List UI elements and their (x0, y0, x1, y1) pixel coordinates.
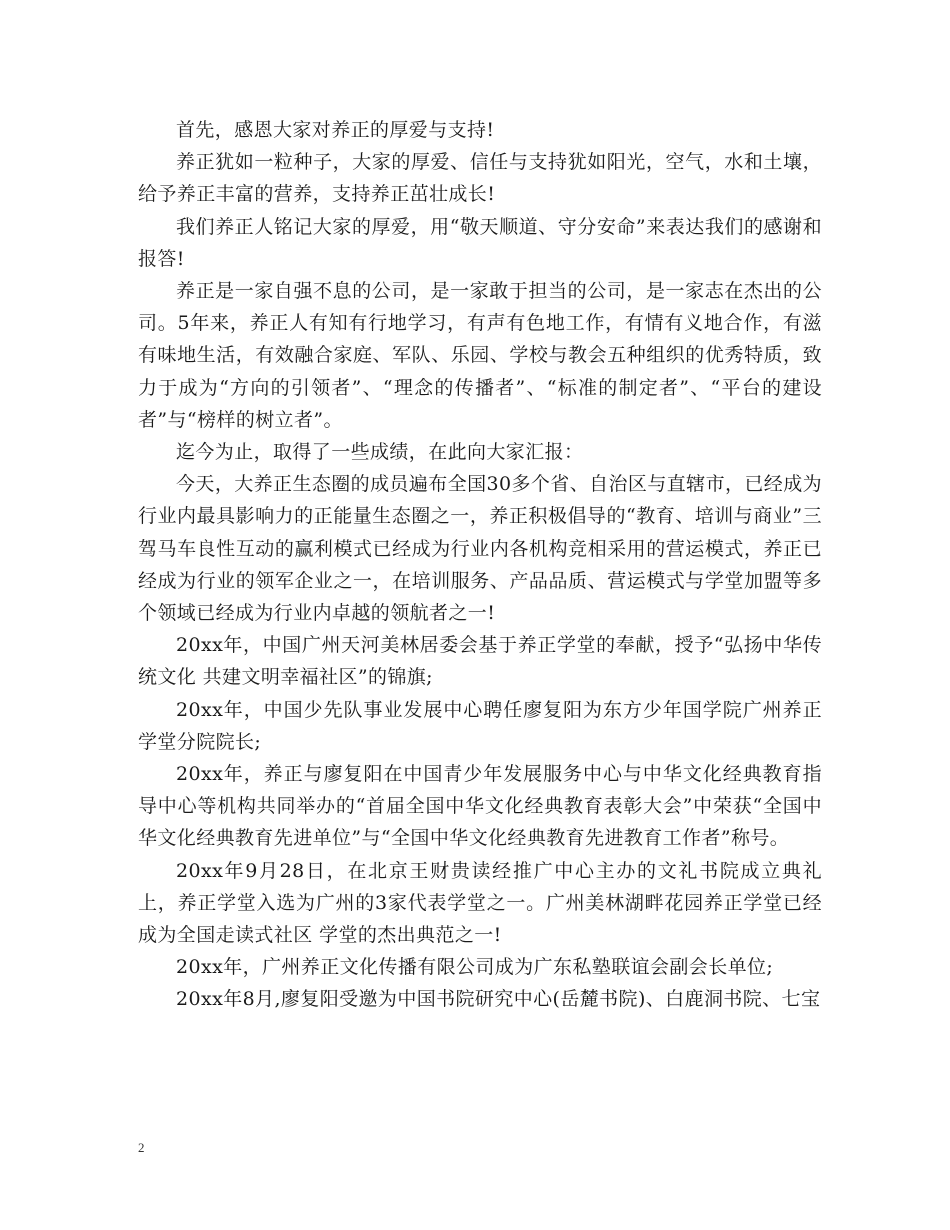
paragraph-8: 20xx年，中国少先队事业发展中心聘任廖复阳为东方少年国学院广州养正学堂分院院长; (138, 698, 822, 753)
paragraph-6: 今天，大养正生态圈的成员遍布全国30多个省、自治区与直辖市，已经成为行业内最具影响力的正能量生态圈之一，养正积极倡导的“教育、培训与商业”三驾马车良性互动的赢利模式已经成为行业内各机构竞相采用的营运模式，养正已经成为行业的领军企业之一，在培训服务、产品品质、营运模式与学堂加盟等多个领域已经成为行业内卓越的领航者之一! (138, 473, 822, 625)
paragraph-2: 养正犹如一粒种子，大家的厚爱、信任与支持犹如阳光，空气，水和土壤，给予养正丰富的营养，支持养正茁壮成长! (138, 151, 822, 206)
paragraph-1: 首先，感恩大家对养正的厚爱与支持! (176, 119, 495, 141)
body-text (138, 114, 822, 1016)
page-number: 2 (138, 1140, 145, 1155)
paragraph-7: 20xx年，中国广州天河美林居委会基于养正学堂的奉献，授予“弘扬中华传统文化 共建文明幸福社区”的锦旗; (138, 634, 822, 689)
paragraph-9: 20xx年，养正与廖复阳在中国青少年发展服务中心与中华文化经典教育指导中心等机构共同举办的“首届全国中华文化经典教育表彰大会”中荣获“全国中华文化经典教育先进单位”与“全国中华文化经典教育先进教育工作者”称号。 (138, 763, 822, 850)
paragraph-3: 我们养正人铭记大家的厚爱，用“敬天顺道、守分安命”来表达我们的感谢和报答! (138, 215, 822, 270)
paragraph-10: 20xx年9月28日，在北京王财贵读经推广中心主办的文礼书院成立典礼上，养正学堂入选为广州的3家代表学堂之一。广州美林湖畔花园养正学堂已经成为全国走读式社区 学堂的杰出典范之一! (138, 859, 822, 947)
paragraph-11: 20xx年，广州养正文化传播有限公司成为广东私塾联谊会副会长单位; (176, 956, 774, 979)
paragraph-5: 迄今为止，取得了一些成绩，在此向大家汇报： (176, 441, 584, 464)
paragraph-4: 养正是一家自强不息的公司，是一家敢于担当的公司，是一家志在杰出的公司。5年来，养正人有知有行地学习，有声有色地工作，有情有义地合作，有滋有味地生活，有效融合家庭、军队、乐园、学校与教会五种组织的优秀特质，致力于成为“方向的引领者”、“理念的传播者”、“标准的制定者”、“平台的建设者”与“榜样的树立者”。 (138, 280, 822, 431)
paragraph-12: 20xx年8月,廖复阳受邀为中国书院研究中心(岳麓书院)、白鹿洞书院、七宝 (176, 988, 821, 1011)
